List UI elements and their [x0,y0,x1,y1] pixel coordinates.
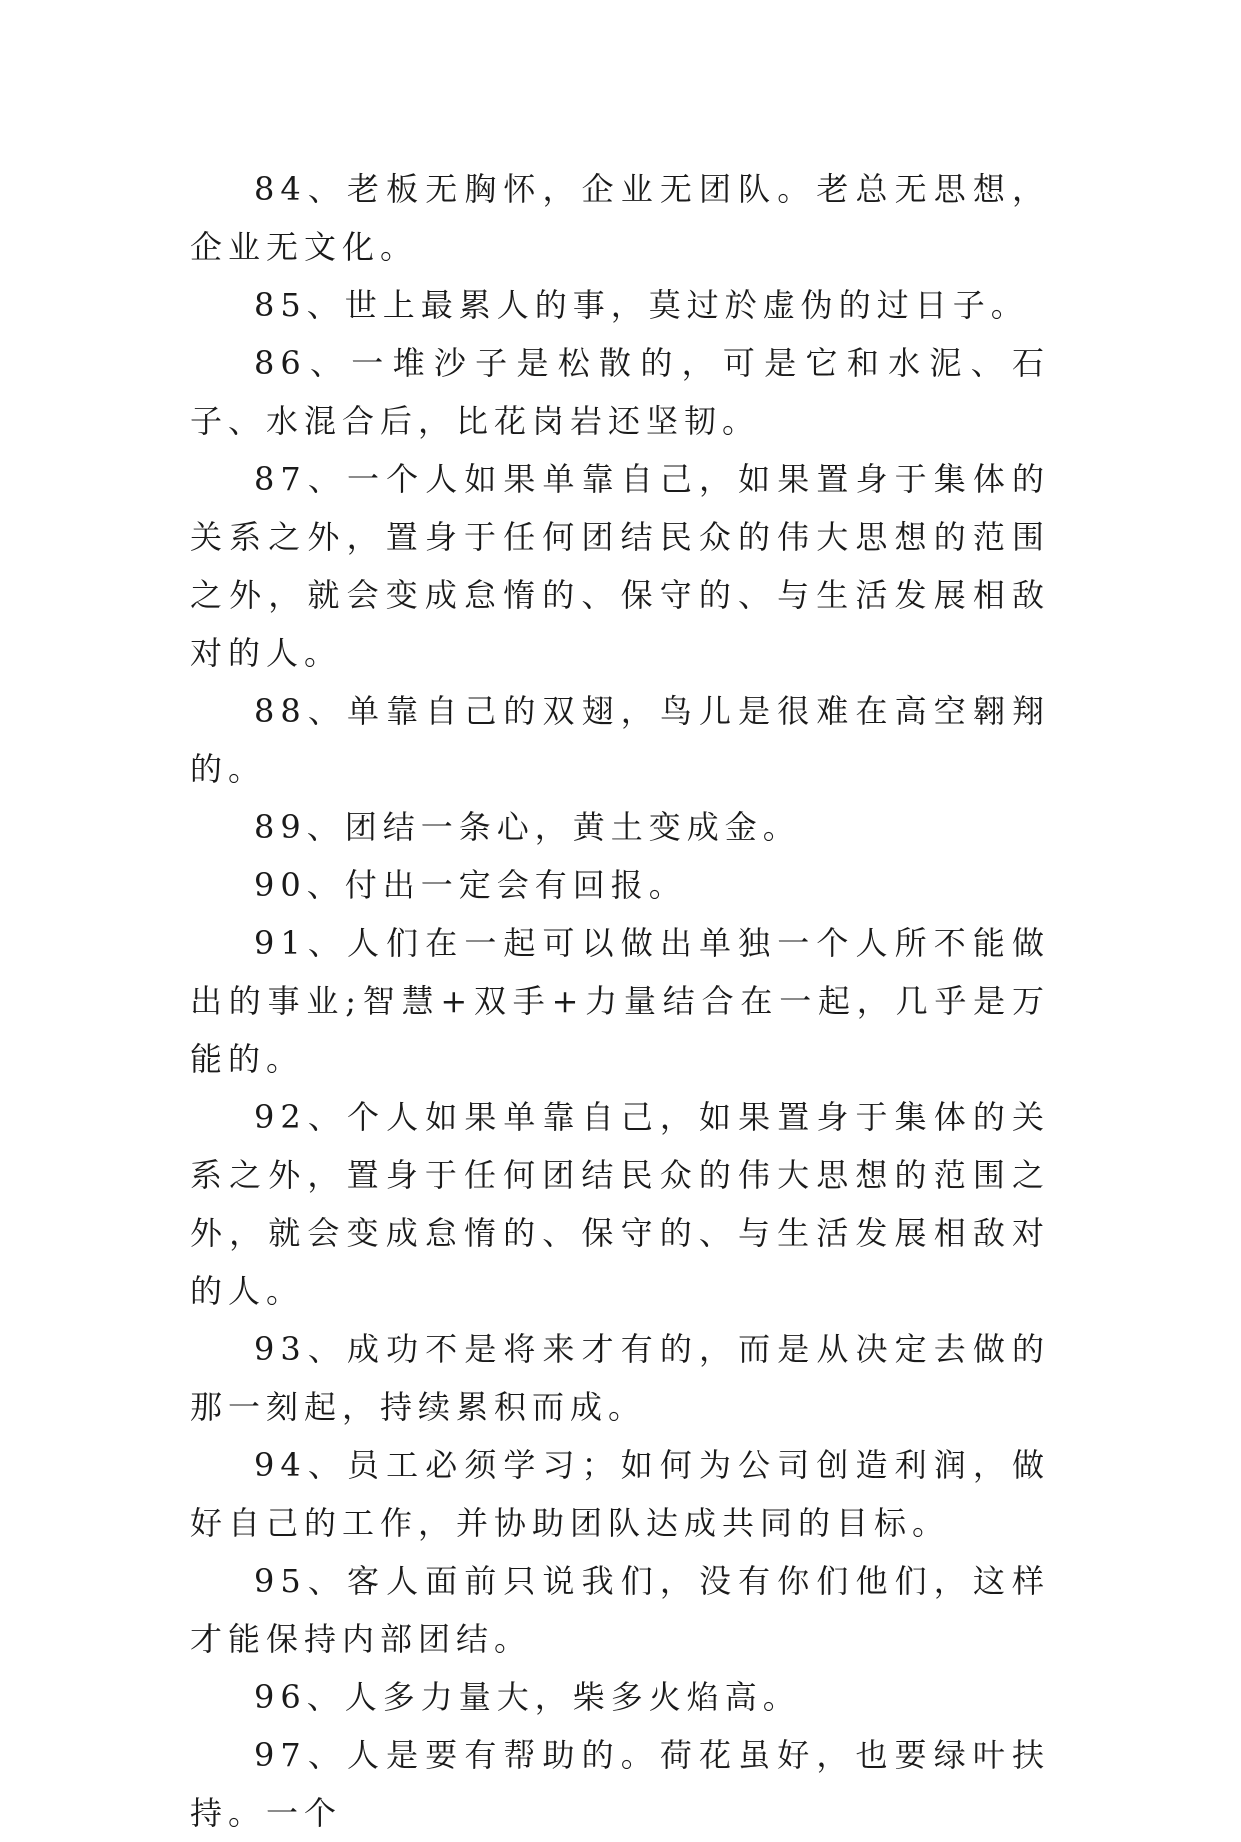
paragraph-88: 88、单靠自己的双翅，鸟儿是很难在高空翱翔的。 [190,692,1050,788]
paragraph-90: 90、付出一定会有回报。 [254,866,687,904]
paragraph-84: 84、老板无胸怀，企业无团队。老总无思想，企业无文化。 [190,170,1050,266]
paragraph-89: 89、团结一条心，黄土变成金。 [254,808,801,846]
paragraph-94: 94、员工必须学习；如何为公司创造利润，做好自己的工作，并协助团队达成共同的目标。 [190,1446,1050,1542]
paragraph-96: 96、人多力量大，柴多火焰高。 [254,1678,801,1716]
paragraph-85: 85、世上最累人的事，莫过於虚伪的过日子。 [254,286,1029,324]
paragraph-97: 97、人是要有帮助的。荷花虽好，也要绿叶扶持。一个 [190,1736,1050,1832]
paragraph-86: 86、一堆沙子是松散的，可是它和水泥、石子、水混合后，比花岗岩还坚韧。 [190,344,1050,440]
paragraph-87: 87、一个人如果单靠自己，如果置身于集体的关系之外，置身于任何团结民众的伟大思想的范围之外，就会变成怠惰的、保守的、与生活发展相敌对的人。 [190,460,1050,672]
paragraph-91: 91、人们在一起可以做出单独一个人所不能做出的事业;智慧+双手+力量结合在一起，几乎是万能的。 [190,924,1050,1078]
paragraph-93: 93、成功不是将来才有的，而是从决定去做的那一刻起，持续累积而成。 [190,1330,1050,1426]
paragraph-92: 92、个人如果单靠自己，如果置身于集体的关系之外，置身于任何团结民众的伟大思想的范围之外，就会变成怠惰的、保守的、与生活发展相敌对的人。 [190,1098,1050,1310]
paragraph-95: 95、客人面前只说我们，没有你们他们，这样才能保持内部团结。 [190,1562,1050,1658]
document-body [190,160,1050,1842]
